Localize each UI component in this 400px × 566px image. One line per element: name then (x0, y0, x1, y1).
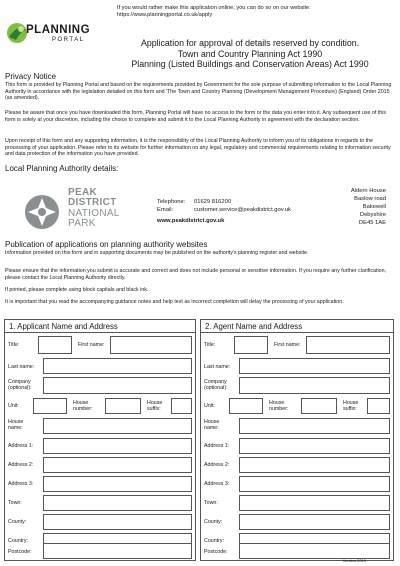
applicant-company-label: Company (optional): (8, 379, 32, 391)
address-line: DE45 1AE (358, 220, 386, 226)
email-value[interactable]: customer.service@peakdistrict.gov.uk (194, 207, 291, 213)
applicant-address1-label: Address 1: (8, 443, 34, 449)
privacy-p3: Upon receipt of this form and any supporting information, it is the responsibility of the Local Planning Authority to inform you of its obligations in regards to the processing of your application. Please refer to its website for further information on any legal, regulatory and commercial requirements relating to information security and data protection of the information you have provided. (5, 138, 391, 158)
online-note (117, 5, 397, 19)
applicant-unit-input[interactable] (33, 398, 67, 414)
applicant-house-number-input[interactable] (105, 398, 141, 414)
peak-district-logo (22, 188, 142, 238)
lpa-address (351, 187, 386, 227)
pd-logo-line-2: DISTRICT (68, 197, 117, 209)
email-label: Email: (157, 207, 174, 213)
applicant-house-name-input[interactable] (43, 418, 192, 434)
lpa-heading: Local Planning Authority details: (5, 164, 119, 173)
agent-town-label: Town: (204, 500, 218, 506)
agent-house-suffix-label: House suffix: (343, 400, 359, 412)
address-line: Aldern House (350, 188, 386, 194)
applicant-postcode-input[interactable] (43, 543, 192, 559)
privacy-p1: This form is provided by Planning Portal and based on the requirements provided by Government for the sole purpose of submitting information to the Local Planning Authority in accordance with the legislation detailed on this form and 'The Town and Country Planning (Development Management Procedure) (England) Order 2015 (as amended). (5, 82, 392, 102)
pd-logo-line-1: PEAK (68, 187, 97, 198)
agent-address3-input[interactable] (239, 476, 390, 492)
agent-unit-label: Unit: (204, 403, 215, 409)
agent-last-name-label: Last name: (204, 364, 231, 370)
applicant-unit-label: Unit: (8, 403, 19, 409)
agent-address3-label: Address 3: (204, 481, 230, 487)
privacy-p2: Please be aware that once you have downloaded this form, Planning Portal will have no access to the form or the data you enter into it. Any subsequent use of this form is solely at your discretion, including the choice to complete and submit it to the Local Planning Authority in agreement with the declaration section. (5, 110, 387, 123)
agent-title-label: Title: (204, 342, 216, 348)
privacy-heading: Privacy Notice (5, 72, 57, 81)
agent-company-label: Company (optional): (204, 379, 228, 391)
publication-p3: If printed, please complete using block capitals and black ink. (5, 287, 149, 293)
publication-p4: It is important that you read the accompanying guidance notes and help text as incorrect completion will delay the processing of your application. (5, 299, 344, 305)
pd-logo-line-4: PARK (68, 218, 96, 230)
title-line-2: Town and Country Planning Act 1990 (177, 48, 323, 59)
agent-heading: 2. Agent Name and Address (201, 320, 393, 333)
applicant-title-input[interactable] (38, 336, 72, 354)
logo-sub-text: PORTAL (52, 37, 85, 43)
online-note-text: If you would rather make this application online, you can do so on our website: (117, 5, 311, 11)
agent-house-number-label: House number: (269, 400, 289, 412)
lpa-website[interactable]: www.peakdistrict.gov.uk (157, 218, 225, 224)
publication-heading: Publication of applications on planning authority websites (5, 240, 208, 249)
agent-county-label: County: (204, 519, 223, 525)
address-line: Baslow road (354, 196, 386, 202)
peak-district-logo-icon (22, 192, 62, 232)
applicant-town-input[interactable] (43, 495, 192, 511)
applicant-house-suffix-input[interactable] (171, 398, 192, 414)
publication-p2: Please ensure that the information you submit is accurate and correct and does not include personal or sensitive information. If you require any further clarification, please contact the Local Planning Authority directly. (5, 268, 386, 281)
online-note-url[interactable]: https://www.planningportal.co.uk/apply (117, 12, 213, 18)
title-line-1: Application for approval of details reserved by condition. (140, 38, 360, 48)
agent-first-name-label: First name: (274, 342, 301, 348)
telephone-value: 01629 816200 (194, 199, 232, 205)
address-line: Debyshire (359, 212, 386, 218)
agent-title-input[interactable] (234, 336, 268, 354)
form-title (100, 38, 400, 70)
agent-county-input[interactable] (239, 514, 390, 530)
logo-main-text: PLANNING (26, 24, 91, 36)
title-line-3: Planning (Listed Buildings and Conservation Areas) Act 1990 (131, 59, 369, 70)
agent-address2-label: Address 2: (204, 462, 230, 468)
agent-house-suffix-input[interactable] (367, 398, 390, 414)
applicant-title-label: Title: (8, 342, 20, 348)
agent-address1-input[interactable] (239, 438, 390, 454)
publication-p1: Information provided on this form and in supporting documents may be published on the authority's planning register and website. (5, 250, 309, 256)
applicant-house-name-label: House name: (8, 419, 24, 431)
agent-section (200, 319, 394, 561)
applicant-county-input[interactable] (43, 514, 192, 530)
agent-house-number-input[interactable] (301, 398, 337, 414)
applicant-first-name-input[interactable] (110, 336, 192, 354)
applicant-town-label: Town: (8, 500, 22, 506)
applicant-section (4, 319, 196, 561)
agent-house-name-input[interactable] (239, 418, 390, 434)
agent-postcode-input[interactable] (239, 543, 390, 559)
applicant-address2-label: Address 2: (8, 462, 34, 468)
telephone-label: Telephone: (157, 199, 186, 205)
applicant-country-label: Country: (8, 538, 29, 544)
applicant-heading: 1. Applicant Name and Address (5, 320, 195, 333)
agent-town-input[interactable] (239, 495, 390, 511)
applicant-county-label: County: (8, 519, 27, 525)
agent-first-name-input[interactable] (306, 336, 390, 354)
applicant-last-name-input[interactable] (43, 358, 192, 374)
agent-address2-input[interactable] (239, 457, 390, 473)
applicant-address3-label: Address 3: (8, 481, 34, 487)
applicant-house-suffix-label: House suffix: (147, 400, 163, 412)
agent-house-name-label: House name: (204, 419, 220, 431)
applicant-address2-input[interactable] (43, 457, 192, 473)
applicant-company-input[interactable] (43, 377, 192, 394)
version-label: Version 2019 (342, 558, 366, 563)
lpa-contact (157, 198, 291, 225)
agent-last-name-input[interactable] (239, 358, 390, 374)
applicant-address3-input[interactable] (43, 476, 192, 492)
pd-logo-line-3: NATIONAL (68, 207, 120, 219)
address-line: Bakewell (362, 204, 386, 210)
agent-postcode-label: Postcode: (204, 549, 228, 555)
applicant-postcode-label: Postcode: (8, 549, 32, 555)
agent-address1-label: Address 1: (204, 443, 230, 449)
applicant-house-number-label: House number: (73, 400, 93, 412)
agent-country-label: Country: (204, 538, 225, 544)
agent-unit-input[interactable] (229, 398, 263, 414)
applicant-last-name-label: Last name: (8, 364, 35, 370)
agent-company-input[interactable] (239, 377, 390, 394)
applicant-address1-input[interactable] (43, 438, 192, 454)
applicant-first-name-label: First name: (78, 342, 105, 348)
planning-portal-logo (4, 20, 94, 50)
